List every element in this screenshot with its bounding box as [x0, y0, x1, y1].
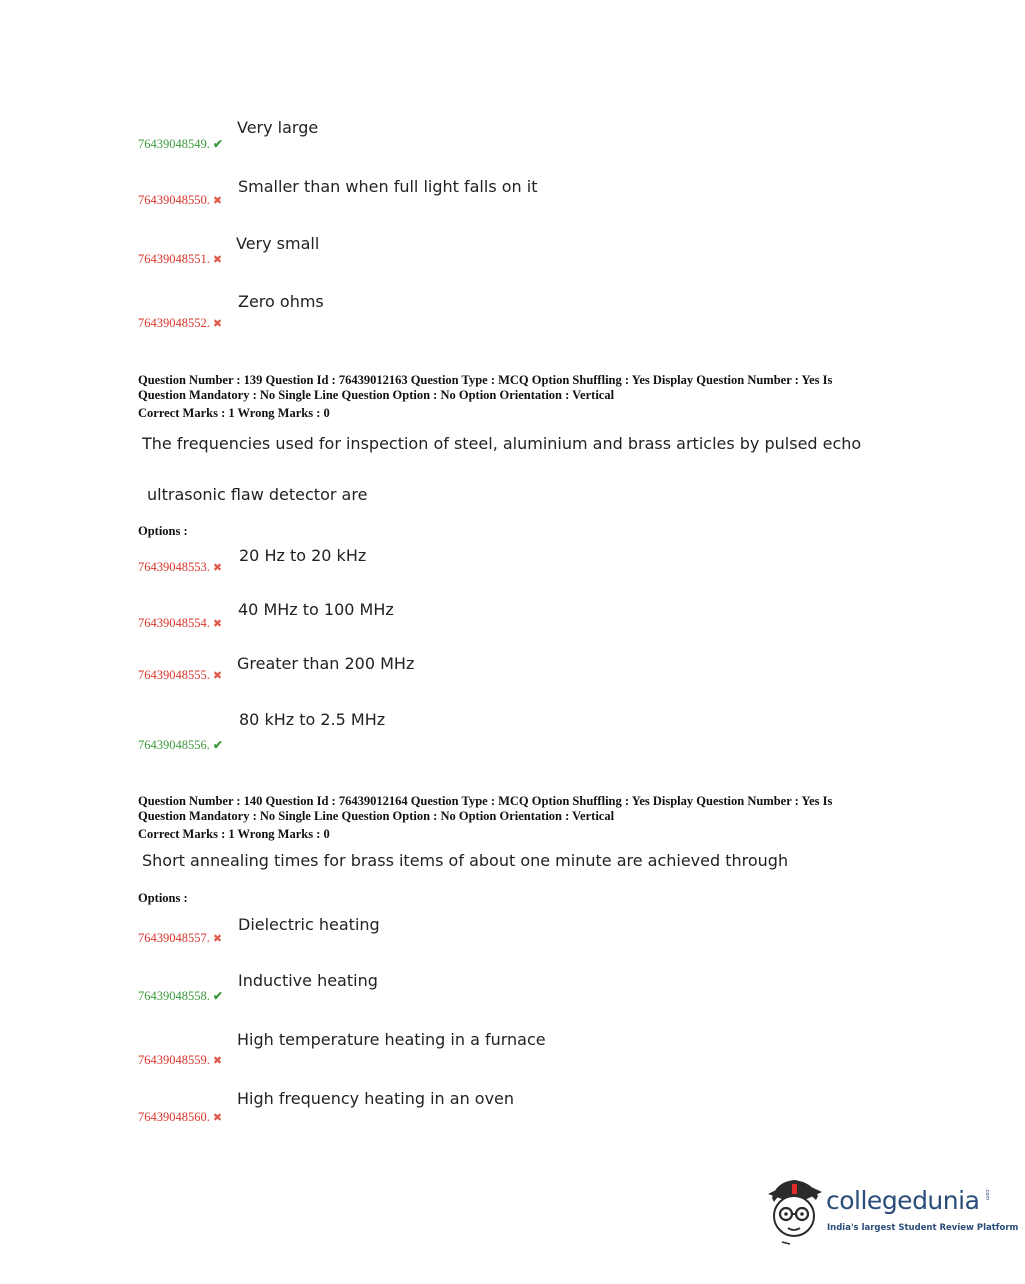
cross-icon: ✖	[212, 195, 223, 207]
question-text: Short annealing times for brass items of about one minute are achieved through	[142, 851, 789, 870]
meta-line: Question Number : 140 Question Id : 76439012164 Question Type : MCQ Option Shuffling : Yes Display Question Number : Yes Is	[138, 794, 833, 808]
option-id	[138, 1110, 222, 1125]
graduate-mascot-icon	[766, 1176, 824, 1246]
option-id-value: 76439048552.	[138, 316, 210, 330]
option-id	[138, 193, 222, 208]
option-id	[138, 1053, 222, 1068]
option-id-value: 76439048555.	[138, 668, 210, 682]
option-id-value: 76439048550.	[138, 193, 210, 207]
option-id	[138, 668, 222, 683]
cross-icon: ✖	[212, 254, 223, 266]
option-text: Inductive heating	[238, 971, 378, 990]
question-text: The frequencies used for inspection of steel, aluminium and brass articles by pulsed echo	[142, 434, 862, 453]
meta-line: Question Number : 139 Question Id : 76439012163 Question Type : MCQ Option Shuffling : Yes Display Question Number : Yes Is	[138, 373, 833, 387]
meta-line: Question Mandatory : No Single Line Question Option : No Option Orientation : Vertical	[138, 388, 615, 402]
question-text: ultrasonic flaw detector are	[147, 485, 368, 504]
option-text: Dielectric heating	[238, 915, 380, 934]
logo-wordmark: collegedunia	[826, 1186, 980, 1215]
cross-icon: ✖	[212, 562, 223, 574]
collegedunia-logo	[766, 1176, 1019, 1246]
cross-icon: ✖	[212, 1112, 223, 1124]
option-id	[138, 316, 222, 331]
option-id-value: 76439048554.	[138, 616, 210, 630]
options-label: Options :	[138, 891, 188, 905]
option-id-value: 76439048557.	[138, 931, 210, 945]
check-icon: ✔	[212, 989, 223, 1003]
options-label: Options :	[138, 524, 188, 538]
option-id	[138, 989, 223, 1004]
cross-icon: ✖	[212, 670, 223, 682]
meta-line: Correct Marks : 1 Wrong Marks : 0	[138, 406, 330, 420]
cross-icon: ✖	[212, 318, 223, 330]
option-id-value: 76439048558.	[138, 989, 210, 1003]
option-id	[138, 616, 222, 631]
option-id	[138, 738, 223, 753]
logo-com: .com	[984, 1188, 990, 1201]
option-text: Very large	[237, 118, 319, 137]
option-id	[138, 252, 222, 267]
option-id-value: 76439048560.	[138, 1110, 210, 1124]
option-text: Very small	[236, 234, 320, 253]
option-id-value: 76439048553.	[138, 560, 210, 574]
question-meta	[138, 794, 832, 842]
check-icon: ✔	[212, 738, 223, 752]
option-text: 80 kHz to 2.5 MHz	[239, 710, 386, 729]
meta-line: Correct Marks : 1 Wrong Marks : 0	[138, 827, 330, 841]
option-id-value: 76439048549.	[138, 137, 210, 151]
question-meta	[138, 373, 832, 421]
option-text: 20 Hz to 20 kHz	[239, 546, 367, 565]
option-id-value: 76439048551.	[138, 252, 210, 266]
option-text: 40 MHz to 100 MHz	[238, 600, 394, 619]
logo-tagline: India's largest Student Review Platform	[827, 1223, 1019, 1233]
option-id-value: 76439048556.	[138, 738, 210, 752]
cross-icon: ✖	[212, 933, 223, 945]
meta-line: Question Mandatory : No Single Line Question Option : No Option Orientation : Vertical	[138, 809, 615, 823]
option-text: High frequency heating in an oven	[237, 1089, 515, 1108]
check-icon: ✔	[212, 137, 223, 151]
option-id	[138, 137, 223, 152]
cross-icon: ✖	[212, 618, 223, 630]
option-id	[138, 931, 222, 946]
option-text: High temperature heating in a furnace	[237, 1030, 546, 1049]
option-text: Zero ohms	[238, 292, 324, 311]
cross-icon: ✖	[212, 1055, 223, 1067]
option-text: Greater than 200 MHz	[237, 654, 415, 673]
option-text: Smaller than when full light falls on it	[238, 177, 538, 196]
option-id	[138, 560, 222, 575]
option-id-value: 76439048559.	[138, 1053, 210, 1067]
